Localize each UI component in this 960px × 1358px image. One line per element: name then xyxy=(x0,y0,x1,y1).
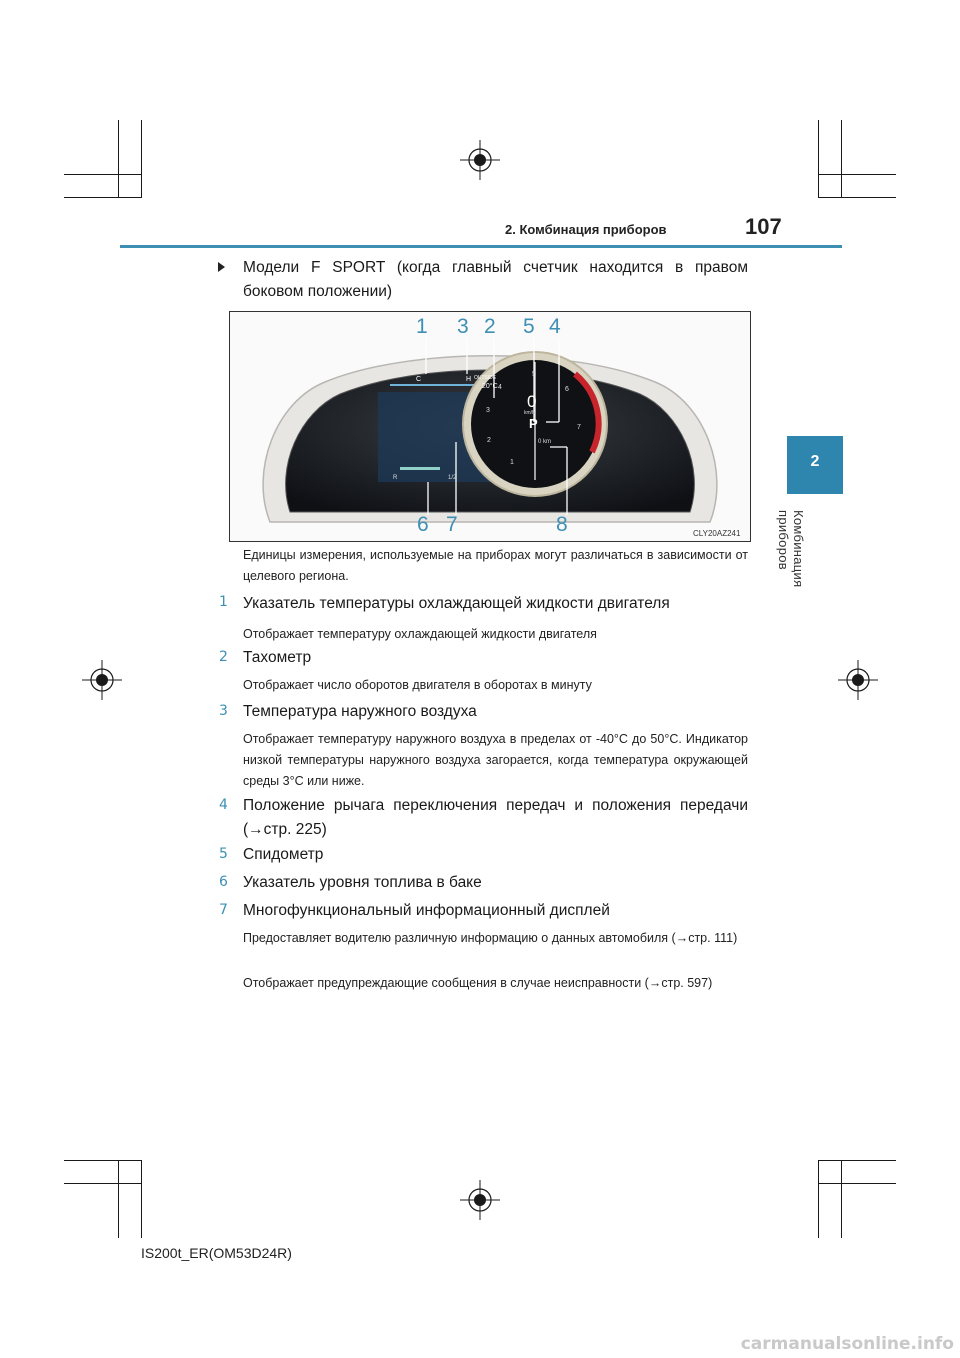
item-3-desc: Отображает температуру наружного воздуха в пределах от -40°C до 50°C. Индикатор низкой температуры наружного воздуха загорается, когда температура окружающей среды 3°C или ниже. xyxy=(243,732,748,788)
item-4-title: Положение рычага переключения передач и положения передачи (→стр. 225) xyxy=(243,797,748,838)
rpm-tick-1: 1 xyxy=(510,459,514,466)
section-title: 2. Комбинация приборов xyxy=(505,222,667,237)
chapter-tab xyxy=(787,436,843,494)
speed-value: 0 xyxy=(527,392,537,411)
callout-3: 3 xyxy=(457,315,469,338)
watermark: carmanualsonline.info xyxy=(740,1334,954,1354)
intro-text: Модели F SPORT (когда главный счетчик находится в правом боковом положении) xyxy=(243,259,748,300)
callout-5: 5 xyxy=(523,315,535,338)
rpm-tick-4: 4 xyxy=(498,384,502,391)
fuel-r-label: R xyxy=(393,475,398,481)
header-rule xyxy=(120,245,842,248)
item-5-number: 5 xyxy=(219,846,228,862)
temp-h-label: H xyxy=(466,376,472,383)
rpm-tick-7: 7 xyxy=(577,424,581,431)
item-5-title: Спидометр xyxy=(243,846,324,863)
rpm-tick-6: 6 xyxy=(565,386,569,393)
callout-8: 8 xyxy=(556,513,568,536)
registration-mark-right xyxy=(838,660,878,700)
rpm-tick-5: 5 xyxy=(532,371,536,378)
trip-readout: 0 km xyxy=(538,439,552,445)
callout-4: 4 xyxy=(549,315,561,338)
item-7-desc-2: Отображает предупреждающие сообщения в случае неисправности (→стр. 597) xyxy=(243,976,713,990)
figure-caption: Единицы измерения, используемые на приборах могут различаться в зависимости от целевого региона. xyxy=(243,548,748,583)
figure-code: CLY20AZ241 xyxy=(693,529,741,538)
temp-c-label: C xyxy=(416,376,422,383)
chapter-title: Комбинация приборов xyxy=(776,510,806,588)
item-3-title: Температура наружного воздуха xyxy=(243,703,477,720)
intro-paragraph xyxy=(218,256,748,304)
bullet-arrow-icon xyxy=(218,262,225,272)
item-1-title: Указатель температуры охлаждающей жидкости двигателя xyxy=(243,595,670,612)
chapter-number: 2 xyxy=(810,453,820,470)
item-4-number: 4 xyxy=(219,797,228,813)
item-7-number: 7 xyxy=(219,902,228,918)
callout-7: 7 xyxy=(446,513,458,536)
instrument-cluster-illustration xyxy=(230,312,750,541)
item-6-title: Указатель уровня топлива в баке xyxy=(243,874,482,891)
item-1-number: 1 xyxy=(219,594,228,610)
outside-label: OUTSIDE xyxy=(474,375,497,381)
registration-mark-left xyxy=(82,660,122,700)
item-6-number: 6 xyxy=(219,874,228,890)
item-2-number: 2 xyxy=(219,649,228,665)
item-7-desc-1: Предоставляет водителю различную информацию о данных автомобиля (→стр. 111) xyxy=(243,931,738,945)
item-7-title: Многофункциональный информационный дисплей xyxy=(243,902,610,919)
fuel-half-label: 1/2 xyxy=(448,475,457,481)
gear-indicator: P xyxy=(529,416,538,431)
item-3-number: 3 xyxy=(219,703,228,719)
page-number: 107 xyxy=(745,214,782,239)
item-2-title: Тахометр xyxy=(243,649,312,666)
outside-temp-value: 20°C xyxy=(482,383,498,390)
callout-6: 6 xyxy=(417,513,429,536)
item-2-desc: Отображает число оборотов двигателя в оборотах в минуту xyxy=(243,678,592,692)
registration-mark-bottom xyxy=(460,1180,500,1220)
callout-2: 2 xyxy=(484,315,496,338)
document-code: IS200t_ER(OM53D24R) xyxy=(141,1245,292,1261)
rpm-tick-2: 2 xyxy=(487,437,491,444)
callout-1: 1 xyxy=(416,315,428,338)
registration-mark-top xyxy=(460,140,500,180)
speed-unit: km/h xyxy=(524,410,535,416)
rpm-tick-3: 3 xyxy=(486,407,490,414)
instrument-cluster-figure xyxy=(229,311,751,542)
item-1-desc: Отображает температуру охлаждающей жидкости двигателя xyxy=(243,627,597,641)
